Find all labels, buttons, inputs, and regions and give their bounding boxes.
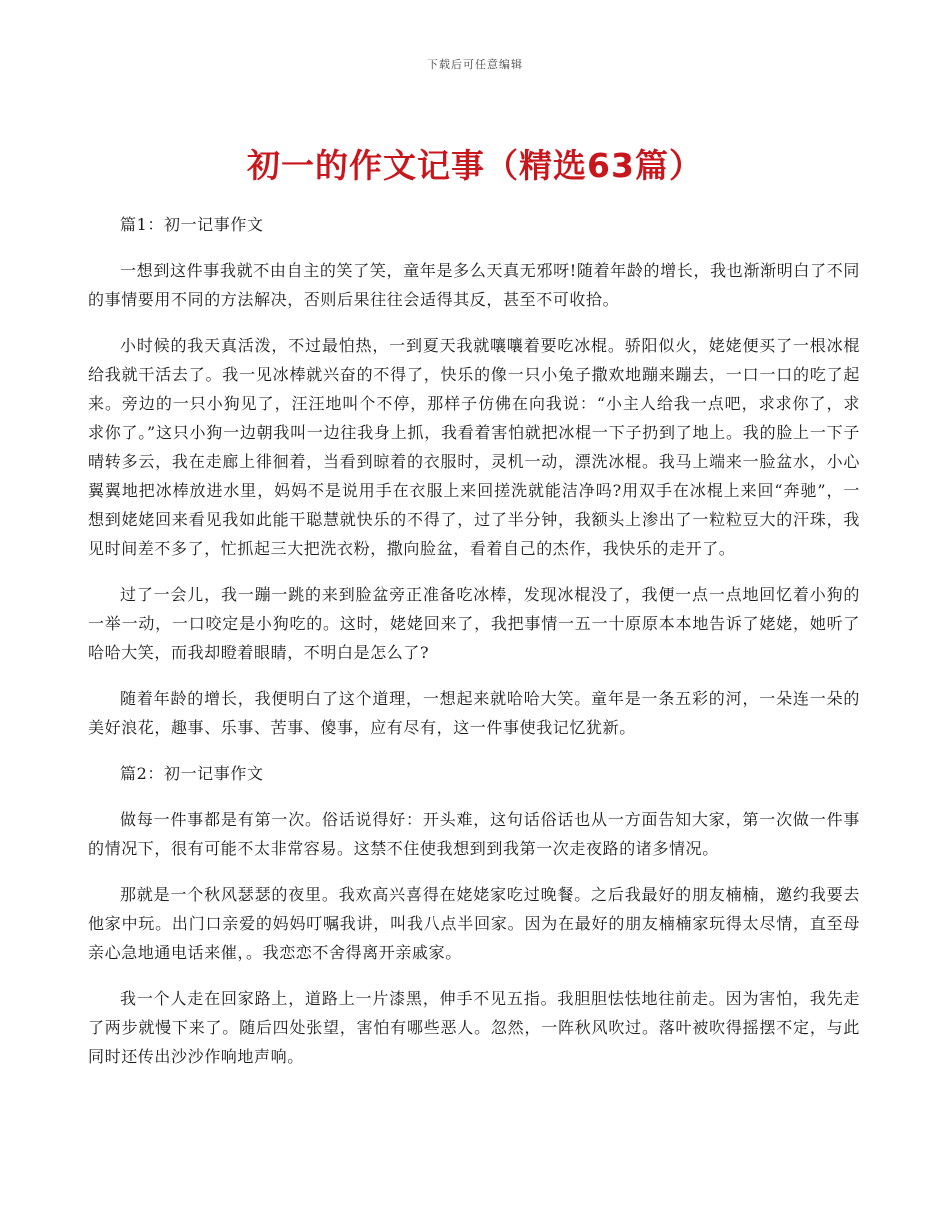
paragraph: 我一个人走在回家路上，道路上一片漆黑，伸手不见五指。我胆胆怯怯地往前走。因为害怕，我先走了两步就慢下来了。随后四处张望，害怕有哪些恶人。忽然，一阵秋风吹过。落叶被吹得摇摆不定，与此同时还传出沙沙作响地声响。 [88, 989, 860, 1066]
paragraph: 随着年龄的增长，我便明白了这个道理，一想起来就哈哈大笑。童年是一条五彩的河，一朵连一朵的美好浪花，趣事、乐事、苦事、傻事，应有尽有，这一件事使我记忆犹新。 [88, 689, 860, 737]
paragraph: 过了一会儿，我一蹦一跳的来到脸盆旁正准备吃冰棒，发现冰棍没了，我便一点一点地回忆着小狗的一举一动，一口咬定是小狗吃的。这时，姥姥回来了，我把事情一五一十原原本本地告诉了姥姥，她听了哈哈大笑，而我却瞪着眼睛，不明白是怎么了? [88, 585, 860, 662]
document-title: 初一的作文记事（精选63篇） [247, 146, 703, 185]
section-heading: 篇1：初一记事作文 [120, 215, 264, 234]
paragraph: 那就是一个秋风瑟瑟的夜里。我欢高兴喜得在姥姥家吃过晚餐。之后我最好的朋友楠楠，邀约我要去他家中玩。出门口亲爱的妈妈叮嘱我讲，叫我八点半回家。因为在最好的朋友楠楠家玩得太尽情，直至母亲心急地通电话来催，。我恋恋不舍得离开亲戚家。 [88, 885, 860, 962]
paragraph: 小时候的我天真活泼，不过最怕热，一到夏天我就嚷嚷着要吃冰棍。骄阳似火，姥姥便买了一根冰棍给我就干活去了。我一见冰棒就兴奋的不得了，快乐的像一只小兔子撒欢地蹦来蹦去，一口一口的吃了起来。旁边的一只小狗见了，汪汪地叫个不停，那样子仿佛在向我说：“小主人给我一点吧，求求你了，求求你了。”这只小狗一边朝我叫一边往我身上抓，我看着害怕就把冰棍一下子扔到了地上。我的脸上一下子晴转多云，我在走廊上徘徊着，当看到晾着的衣服时，灵机一动，漂洗冰棍。我马上端来一脸盆水，小心翼翼地把冰棒放进水里，妈妈不是说用手在衣服上来回搓洗就能洁净吗?用双手在冰棍上来回“奔驰”，一想到姥姥回来看见我如此能干聪慧就快乐的不得了，过了半分钟，我额头上渗出了一粒粒豆大的汗珠，我见时间差不多了，忙抓起三大把洗衣粉，撒向脸盆，看着自己的杰作，我快乐的走开了。 [88, 336, 860, 558]
section-heading: 篇2：初一记事作文 [120, 764, 264, 783]
header-note: 下载后可任意编辑 [427, 58, 523, 71]
document-body [88, 210, 860, 1088]
paragraph: 做每一件事都是有第一次。俗话说得好：开头难，这句话俗话也从一方面告知大家，第一次做一件事的情况下，很有可能不太非常容易。这禁不住使我想到到我第一次走夜路的诸多情况。 [88, 810, 860, 858]
paragraph: 一想到这件事我就不由自主的笑了笑，童年是多么天真无邪呀!随着年龄的增长，我也渐渐明白了不同的事情要用不同的方法解决，否则后果往往会适得其反，甚至不可收拾。 [88, 261, 860, 309]
